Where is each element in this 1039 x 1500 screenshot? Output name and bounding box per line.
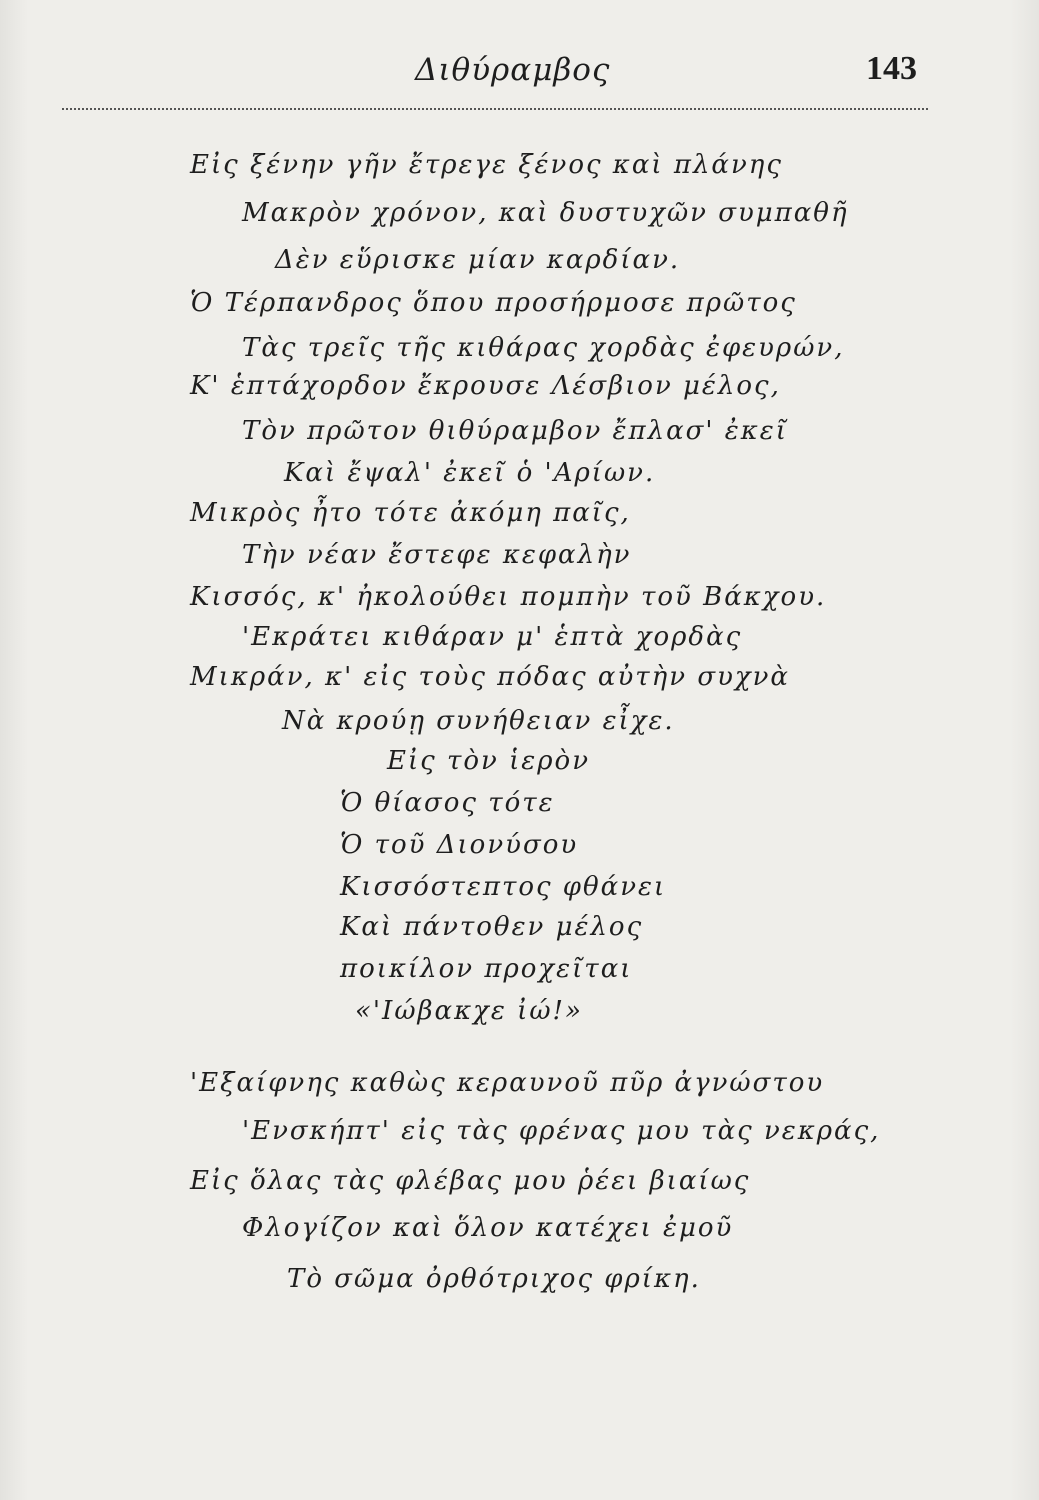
poem-line: Μακρὸν χρόνον, καὶ δυστυχῶν συμπαθῆ bbox=[242, 198, 849, 228]
poem-line: Τὴν νέαν ἔστεφε κεφαλὴν bbox=[242, 540, 632, 570]
poem-line: Εἰς ὅλας τὰς φλέβας μου ῥέει βιαίως bbox=[190, 1166, 751, 1196]
poem-line: Τὰς τρεῖς τῆς κιθάρας χορδὰς ἐφευρών, bbox=[242, 333, 845, 363]
poem-line: 'Εξαίφνης καθὼς κεραυνοῦ πῦρ ἀγνώστου bbox=[190, 1068, 825, 1098]
poem-line: Κισσόστεπτος φθάνει bbox=[340, 872, 667, 902]
poem-line: Καὶ πάντοθεν μέλος bbox=[340, 912, 644, 942]
poem-line: Κισσός, κ' ἠκολούθει πομπὴν τοῦ Βάκχου. bbox=[190, 582, 827, 612]
poem-line: Τὸ σῶμα ὀρθότριχος φρίκη. bbox=[287, 1264, 701, 1294]
poem-line: 'Εκράτει κιθάραν μ' ἑπτὰ χορδὰς bbox=[242, 622, 743, 652]
poem-line: Δὲν εὕρισκε μίαν καρδίαν. bbox=[275, 245, 681, 275]
poem-line: Τὸν πρῶτον θιθύραμβον ἔπλασ' ἐκεῖ bbox=[242, 416, 788, 446]
poem-line: Φλογίζον καὶ ὅλον κατέχει ἐμοῦ bbox=[242, 1213, 734, 1243]
poem-line: Ὁ θίασος τότε bbox=[340, 788, 555, 818]
poem-line: 'Ενσκήπτ' εἰς τὰς φρένας μου τὰς νεκράς, bbox=[242, 1116, 881, 1146]
poem-line: Κ' ἑπτάχορδον ἔκρουσε Λέσβιον μέλος, bbox=[190, 371, 781, 401]
poem-line: Μικράν, κ' εἰς τοὺς πόδας αὐτὴν συχνὰ bbox=[190, 662, 790, 692]
poem-line: ποικίλον προχεῖται bbox=[340, 954, 633, 984]
poem-line: Εἰς ξένην γῆν ἔτρεγε ξένος καὶ πλάνης bbox=[190, 150, 783, 180]
running-title: Διθύραμβος bbox=[415, 52, 611, 88]
poem-line: «'Ιώβακχε ἰώ!» bbox=[355, 996, 583, 1026]
poem-line: Εἰς τὸν ἱερὸν bbox=[387, 746, 590, 776]
poem-line: Καὶ ἔψαλ' ἐκεῖ ὁ 'Αρίων. bbox=[284, 458, 656, 488]
header-divider bbox=[62, 108, 928, 110]
page-number: 143 bbox=[866, 50, 917, 87]
poem-line: Μικρὸς ἦτο τότε ἀκόμη παῖς, bbox=[190, 498, 631, 528]
poem-line: Ὁ Τέρπανδρος ὅπου προσήρμοσε πρῶτος bbox=[190, 288, 797, 318]
poem-line: Ὁ τοῦ Διονύσου bbox=[340, 830, 579, 860]
poem-line: Νὰ κρούῃ συνήθειαν εἶχε. bbox=[282, 706, 675, 736]
